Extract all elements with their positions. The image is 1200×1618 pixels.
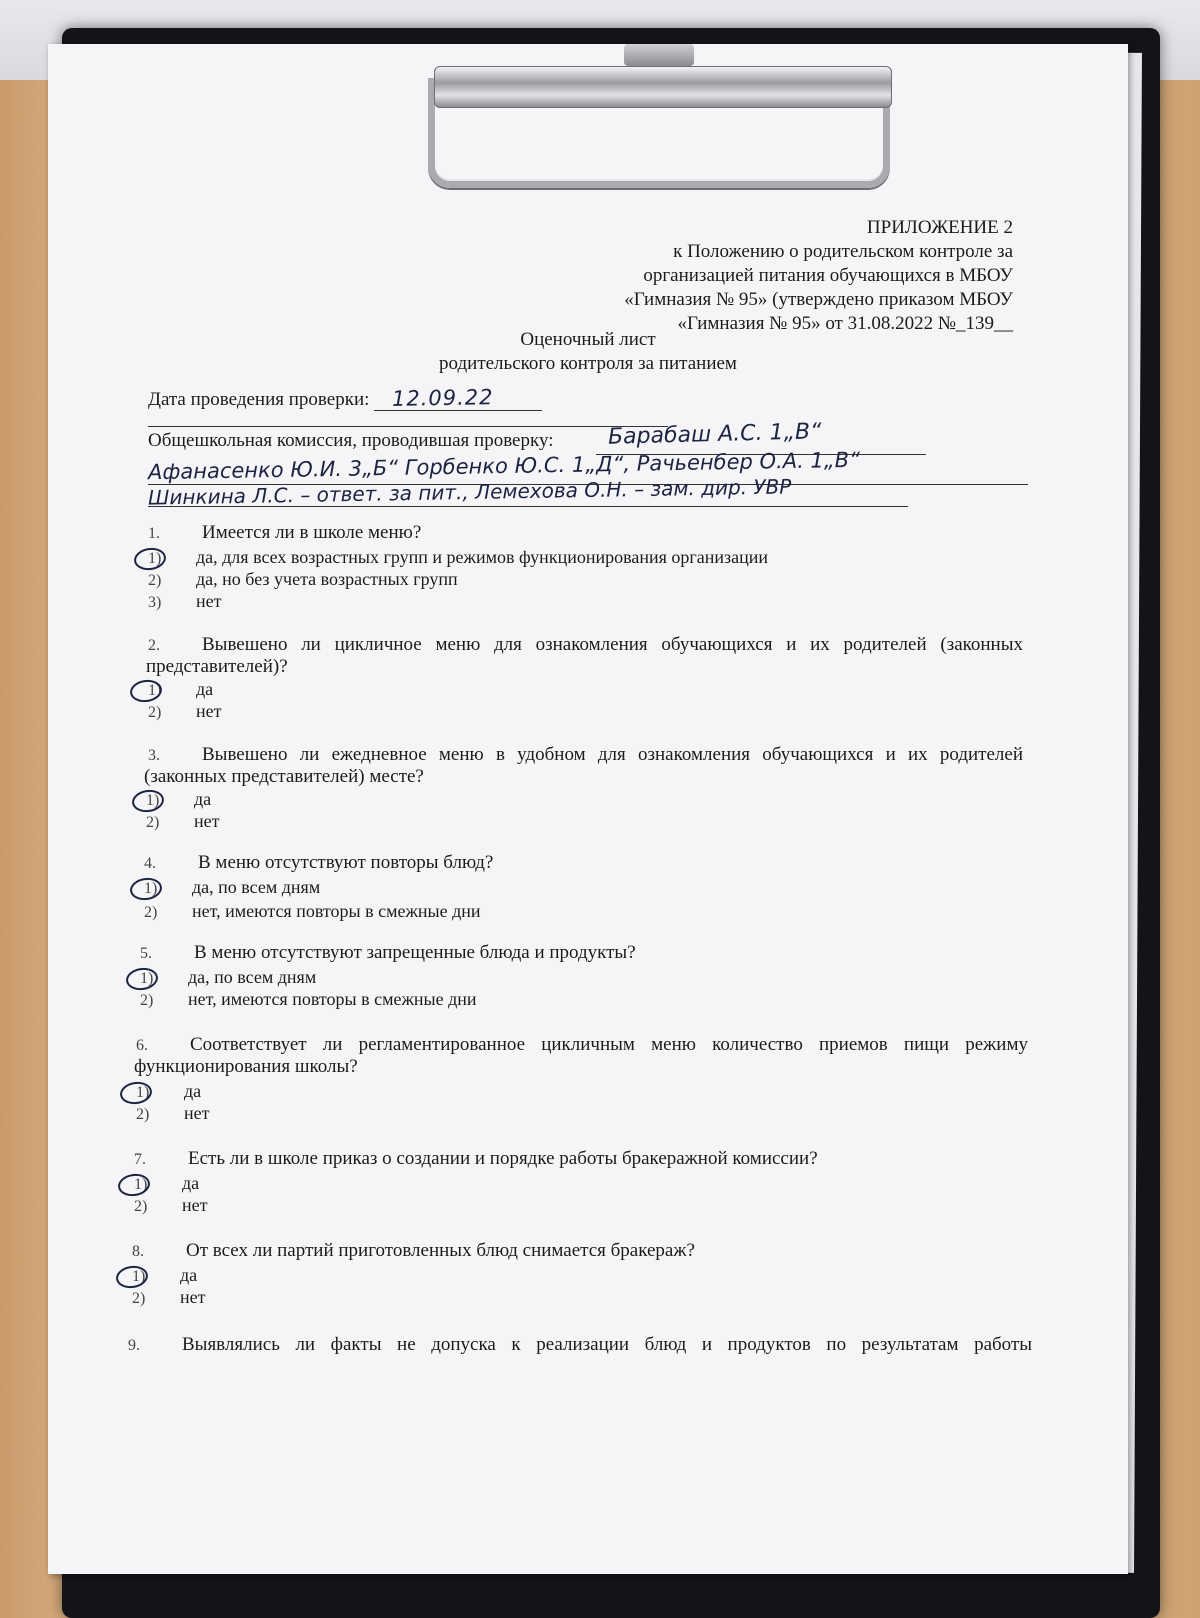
appendix-header xyxy=(624,216,1013,336)
header-line: к Положению о родительском контроле за xyxy=(673,241,1013,262)
document-page xyxy=(48,44,1128,1574)
question-2-cont: представителей)? xyxy=(146,656,288,677)
date-label: Дата проведения проверки: xyxy=(148,389,370,410)
question-9: 9. Выявлялись ли факты не допуска к реализации блюд и продуктов по результатам работы xyxy=(128,1334,1032,1355)
question-2: 2. Вывешено ли цикличное меню для ознакомления обучающихся и их родителей (законных xyxy=(148,634,1023,655)
answer-option[interactable]: 1) да, для всех возрастных групп и режимов функционирования организации xyxy=(148,547,769,567)
answer-option[interactable]: 2) нет, имеются повторы в смежные дни xyxy=(144,901,481,921)
answer-option[interactable]: 1) да xyxy=(136,1081,202,1101)
question-8: 8. От всех ли партий приготовленных блюд снимается бракераж? xyxy=(132,1240,695,1261)
header-line: ПРИЛОЖЕНИЕ 2 xyxy=(866,217,1013,238)
answer-option[interactable]: 1) да xyxy=(146,789,212,809)
answer-option[interactable]: 2) нет xyxy=(146,811,220,831)
answer-option[interactable]: 3) нет xyxy=(148,591,222,611)
question-5: 5. В меню отсутствуют запрещенные блюда и продукты? xyxy=(140,942,636,963)
answer-option[interactable]: 1) да xyxy=(134,1173,200,1193)
answer-option[interactable]: 2) нет xyxy=(134,1195,208,1215)
answer-option[interactable]: 1) да, по всем дням xyxy=(144,877,321,897)
answer-option[interactable]: 2) нет xyxy=(148,701,222,721)
question-7: 7. Есть ли в школе приказ о создании и порядке работы бракеражной комиссии? xyxy=(134,1148,818,1169)
title-line-1: Оценочный лист xyxy=(520,329,656,350)
date-row xyxy=(148,385,542,411)
clip-rivet xyxy=(624,44,694,66)
clip-bar xyxy=(434,66,892,108)
answer-option[interactable]: 1) да, по всем дням xyxy=(140,967,317,987)
clipboard-clip xyxy=(428,58,898,188)
question-3: 3. Вывешено ли ежедневное меню в удобном для ознакомления обучающихся и их родителей xyxy=(148,744,1023,765)
answer-option[interactable]: 2) да, но без учета возрастных групп xyxy=(148,569,458,589)
answer-option[interactable]: 2) нет, имеются повторы в смежные дни xyxy=(140,989,477,1009)
header-line: «Гимназия № 95» (утверждено приказом МБОУ xyxy=(624,289,1013,310)
answer-option[interactable]: 1) да xyxy=(132,1265,198,1285)
commission-handwritten-3: Шинкина Л.С. – ответ. за пит., Лемехова О.Н. – зам. дир. УВР xyxy=(147,474,792,510)
date-handwritten: 12.09.22 xyxy=(391,385,494,411)
question-6: 6. Соответствует ли регламентированное цикличным меню количество приемов пищи режиму xyxy=(136,1034,1028,1055)
question-6-cont: функционирования школы? xyxy=(134,1056,358,1077)
commission-handwritten-1: Барабаш А.С. 1„В“ xyxy=(607,419,822,450)
question-3-cont: (законных представителей) месте? xyxy=(144,766,424,787)
answer-option[interactable]: 1) да xyxy=(148,679,214,699)
header-line: «Гимназия № 95» от 31.08.2022 №_139__ xyxy=(677,313,1013,334)
question-4: 4. В меню отсутствуют повторы блюд? xyxy=(144,852,494,873)
answer-option[interactable]: 2) нет xyxy=(132,1287,206,1307)
header-line: организацией питания обучающихся в МБОУ xyxy=(643,265,1013,286)
underline xyxy=(148,506,908,507)
date-field[interactable] xyxy=(374,385,542,411)
question-1: 1. Имеется ли в школе меню? xyxy=(148,522,422,543)
commission-handwritten-2: Афанасенко Ю.И. 3„Б“ Горбенко Ю.С. 1„Д“, Рачьенбер О.А. 1„В“ xyxy=(147,447,861,485)
document-title xyxy=(48,328,1128,376)
commission-label: Общешкольная комиссия, проводившая проверку: xyxy=(148,430,554,451)
title-line-2: родительского контроля за питанием xyxy=(439,353,737,374)
answer-option[interactable]: 2) нет xyxy=(136,1103,210,1123)
separator xyxy=(148,426,668,427)
